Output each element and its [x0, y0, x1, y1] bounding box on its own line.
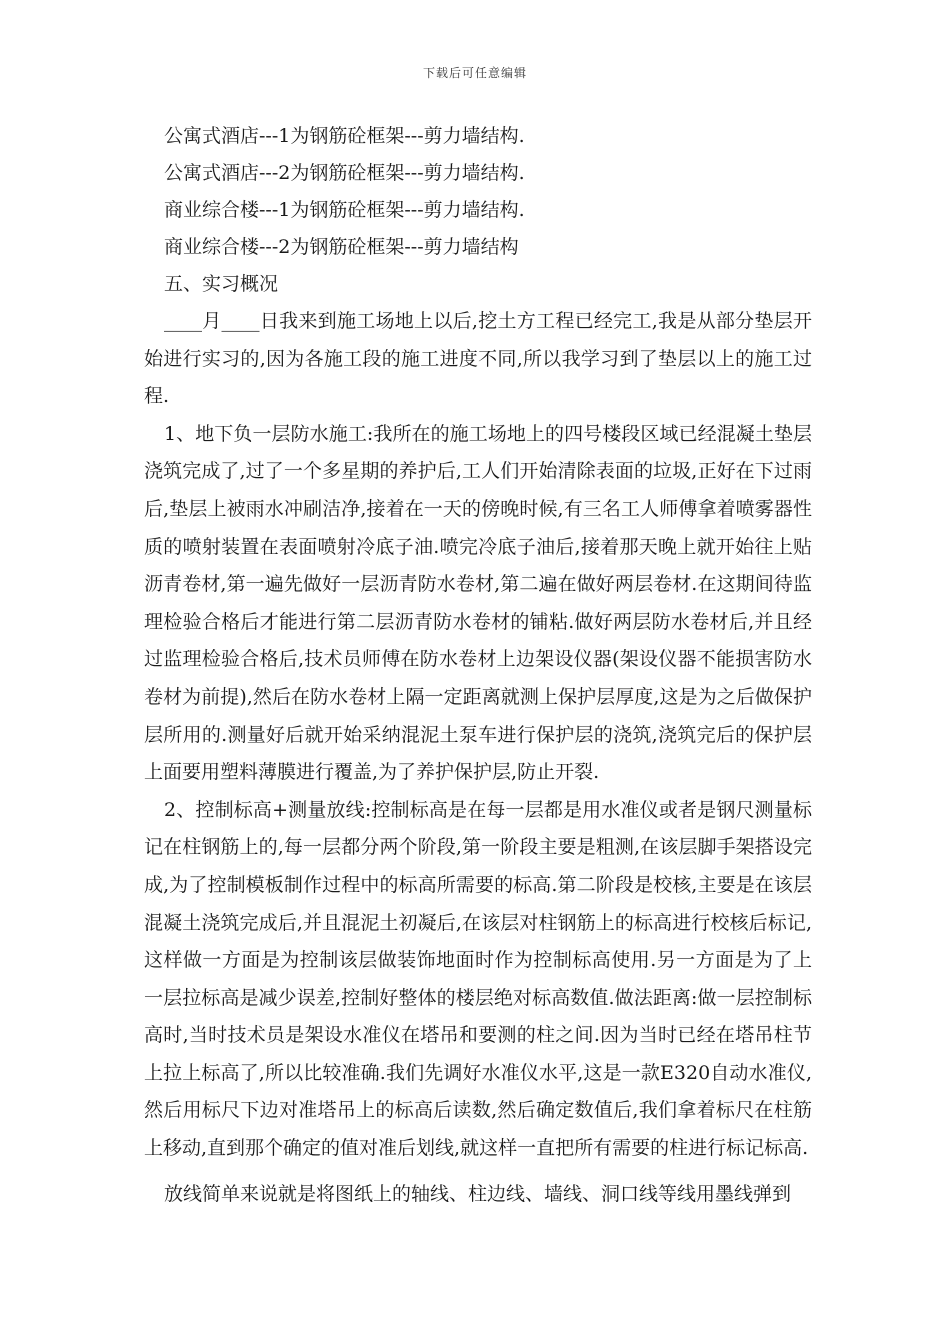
paragraph-elevation-control: 2、控制标高+测量放线:控制标高是在每一层都是用水准仪或者是钢尺测量标记在柱钢筋上的,每一层都分两个阶段,第一阶段主要是粗测,在该层脚手架搭设完成,为了控制模板制作过程中的标高所需要的标高.第二阶段是校核,主要是在该层混凝土浇筑完成后,并且混泥土初凝后,在该层对柱钢筋上的标高进行校核后标记,这样做一方面是为控制该层做装饰地面时作为控制标高使用.另一方面是为了上一层拉标高是减少误差,控制好整体的楼层绝对标高数值.做法距离:做一层控制标高时,当时技术员是架设水准仪在塔吊和要测的柱之间.因为当时已经在塔吊柱节上拉上标高了,所以比较准确.我们先调好水准仪水平,这是一款E320自动水准仪,然后用标尺下边对准塔吊上的标高后读数,然后确定数值后,我们拿着标尺在柱筋上移动,直到那个确定的值对准后划线,就这样一直把所有需要的柱进行标记标高. [144, 798, 812, 1160]
structure-line-3: 商业综合楼---1为钢筋砼框架---剪力墙结构. [164, 199, 525, 221]
structure-line-4: 商业综合楼---2为钢筋砼框架---剪力墙结构 [164, 236, 519, 258]
document-body [144, 118, 812, 1213]
structure-line-2: 公寓式酒店---2为钢筋砼框架---剪力墙结构. [164, 162, 525, 184]
paragraph-intro: ____月____日我来到施工场地上以后,挖土方工程已经完工,我是从部分垫层开始进行实习的,因为各施工段的施工进度不同,所以我学习到了垫层以上的施工过程. [144, 310, 812, 408]
paragraph-waterproofing: 1、地下负一层防水施工:我所在的施工场地上的四号楼段区域已经混凝土垫层浇筑完成了,过了一个多星期的养护后,工人们开始清除表面的垃圾,正好在下过雨后,垫层上被雨水冲刷洁净,接着在一天的傍晚时候,有三名工人师傅拿着喷雾器性质的喷射装置在表面喷射冷底子油.喷完冷底子油后,接着那天晚上就开始往上贴沥青卷材,第一遍先做好一层沥青防水卷材,第二遍在做好两层卷材.在这期间待监理检验合格后才能进行第二层沥青防水卷材的铺粘.做好两层防水卷材后,并且经过监理检验合格后,技术员师傅在防水卷材上边架设仪器(架设仪器不能损害防水卷材为前提),然后在防水卷材上隔一定距离就测上保护层厚度,这是为之后做保护层所用的.测量好后就开始采纳混泥土泵车进行保护层的浇筑,浇筑完后的保护层上面要用塑料薄膜进行覆盖,为了养护保护层,防止开裂. [144, 422, 812, 784]
paragraph-layout-lines: 放线简单来说就是将图纸上的轴线、柱边线、墙线、洞口线等线用墨线弹到 [164, 1182, 792, 1205]
structure-line-1: 公寓式酒店---1为钢筋砼框架---剪力墙结构. [164, 125, 525, 147]
header-note: 下载后可任意编辑 [422, 66, 527, 80]
section-heading: 五、实习概况 [164, 273, 279, 295]
